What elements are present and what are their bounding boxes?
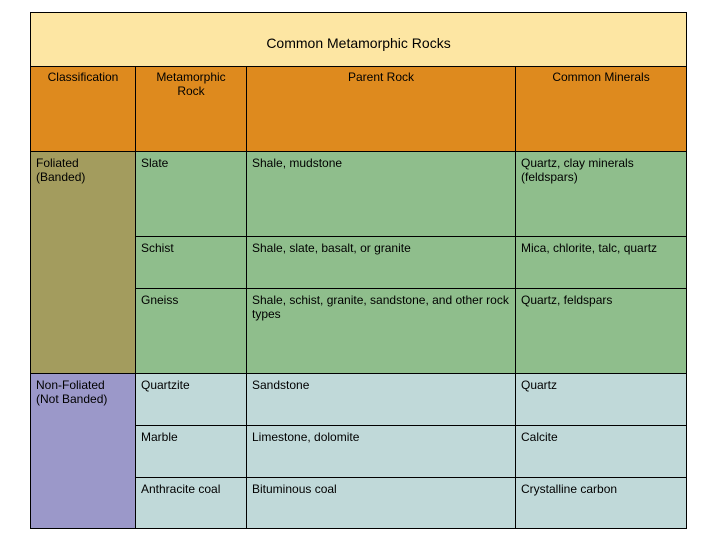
parent-rock: Bituminous coal xyxy=(247,478,516,529)
common-minerals: Crystalline carbon xyxy=(516,478,687,529)
table-row xyxy=(31,374,687,426)
rock-name: Gneiss xyxy=(136,289,247,374)
common-minerals: Calcite xyxy=(516,426,687,478)
parent-rock: Shale, schist, granite, sandstone, and other rock types xyxy=(247,289,516,374)
rock-name: Marble xyxy=(136,426,247,478)
parent-rock: Shale, slate, basalt, or granite xyxy=(247,237,516,289)
common-minerals: Quartz xyxy=(516,374,687,426)
common-minerals: Mica, chlorite, talc, quartz xyxy=(516,237,687,289)
parent-rock: Shale, mudstone xyxy=(247,152,516,237)
rock-name: Slate xyxy=(136,152,247,237)
table-row xyxy=(31,152,687,237)
title-row xyxy=(31,13,687,67)
parent-rock: Limestone, dolomite xyxy=(247,426,516,478)
rock-name: Anthracite coal xyxy=(136,478,247,529)
header-metamorphic-rock: Metamorphic Rock xyxy=(136,67,247,152)
header-row xyxy=(31,67,687,152)
metamorphic-rocks-table xyxy=(30,12,687,529)
header-classification: Classification xyxy=(31,67,136,152)
rock-name: Quartzite xyxy=(136,374,247,426)
rock-name: Schist xyxy=(136,237,247,289)
common-minerals: Quartz, clay minerals (feldspars) xyxy=(516,152,687,237)
classification-nonfoliated: Non-Foliated (Not Banded) xyxy=(31,374,136,529)
parent-rock: Sandstone xyxy=(247,374,516,426)
common-minerals: Quartz, feldspars xyxy=(516,289,687,374)
header-parent-rock: Parent Rock xyxy=(247,67,516,152)
header-common-minerals: Common Minerals xyxy=(516,67,687,152)
table-title: Common Metamorphic Rocks xyxy=(31,13,687,67)
classification-foliated: Foliated (Banded) xyxy=(31,152,136,374)
